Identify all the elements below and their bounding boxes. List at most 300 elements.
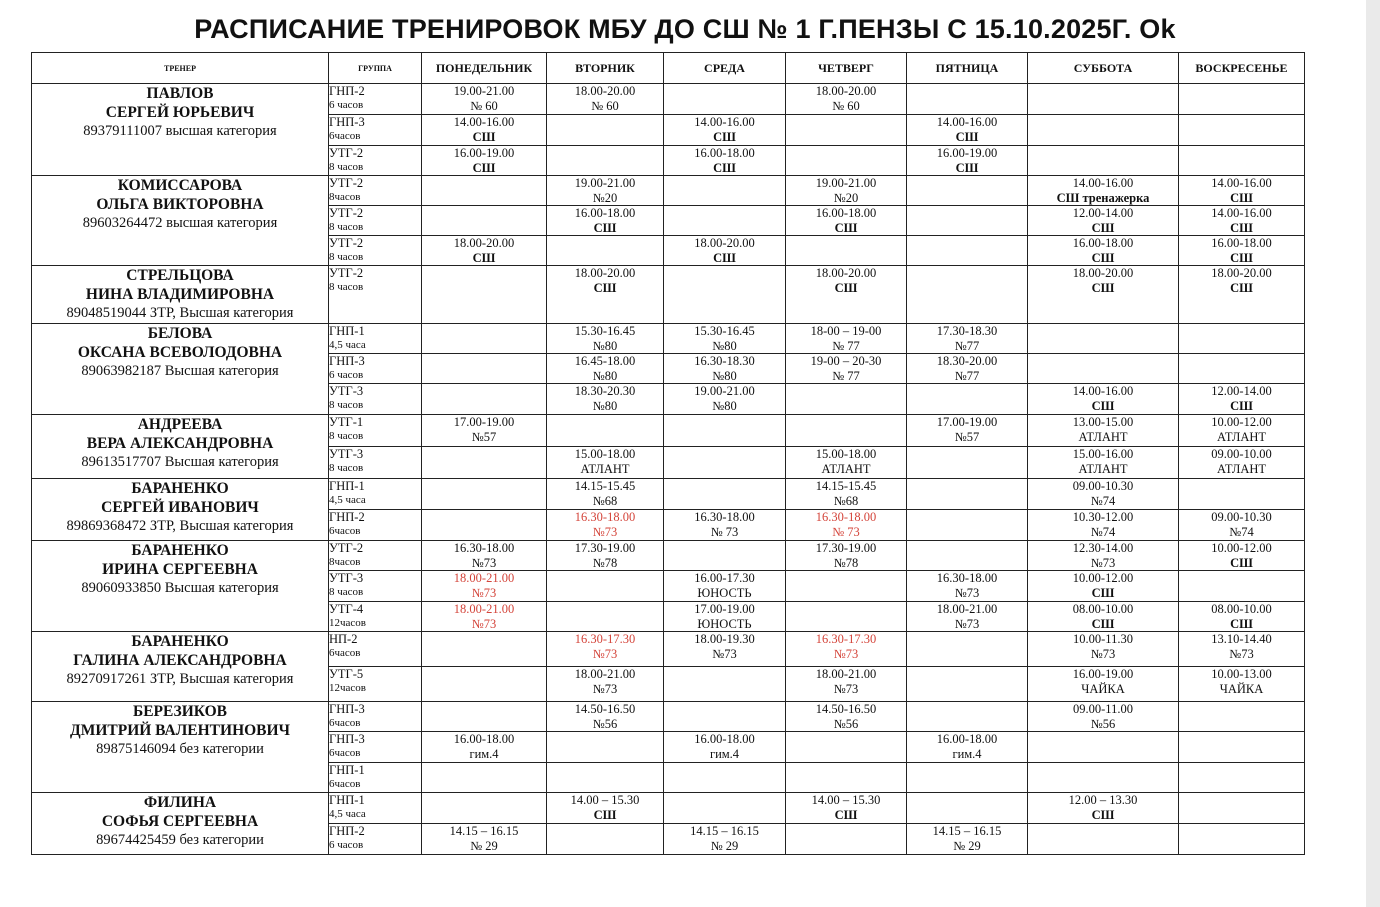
schedule-row (32, 541, 1305, 571)
session-cell (1179, 763, 1305, 793)
session-cell (1179, 266, 1305, 324)
session-cell (1179, 354, 1305, 384)
session-time: 18-00 – 19-00 (810, 324, 882, 338)
group-hours: 8 часов (329, 430, 364, 442)
session-time: 16.30-18.30 (694, 354, 755, 368)
session-cell (422, 324, 547, 354)
session-cell (422, 824, 547, 855)
session-cell (907, 447, 1028, 479)
session-cell (664, 763, 786, 793)
session-cell (547, 324, 664, 354)
schedule-row (32, 702, 1305, 732)
session-time: 16.00-18.00 (453, 732, 515, 746)
group-name: ГНП-1 (329, 793, 365, 807)
session-place: ЧАЙКА (1081, 681, 1125, 696)
session-cell (422, 415, 547, 447)
session-place: №68 (592, 493, 618, 508)
group-hours: 6часов (329, 525, 361, 537)
session-time: 18.00-19.30 (694, 632, 755, 646)
session-time: 14.00-16.00 (1072, 384, 1134, 398)
session-cell (907, 384, 1028, 415)
session-cell (1028, 702, 1179, 732)
session-cell (422, 571, 547, 602)
session-cell (786, 447, 907, 479)
viewer-edge (1366, 0, 1380, 907)
session-cell (664, 176, 786, 206)
session-place: АТЛАНТ (580, 461, 630, 476)
session-cell (786, 793, 907, 824)
session-cell (422, 510, 547, 541)
session-time: 16.00-17.30 (694, 571, 755, 585)
session-time: 08.00-10.00 (1072, 602, 1134, 616)
group-hours: 6 часов (329, 369, 364, 381)
header-row (32, 53, 1305, 84)
session-cell (1028, 324, 1179, 354)
session-cell (1028, 602, 1179, 632)
session-place: №73 (471, 585, 497, 600)
trainer-contact: 89048519044 ЗТР, Высшая категория (66, 305, 294, 321)
session-place: №73 (833, 646, 859, 661)
session-time: 17.30-18.30 (936, 324, 998, 338)
session-cell (547, 206, 664, 236)
group-cell (329, 146, 422, 176)
session-place: № 60 (832, 98, 860, 113)
session-cell (786, 763, 907, 793)
trainer-surname: БАРАНЕНКО (131, 633, 229, 650)
session-place: СШ (472, 250, 496, 265)
session-cell (1028, 176, 1179, 206)
session-place: СШ тренажерка (1056, 190, 1150, 205)
session-cell (907, 702, 1028, 732)
session-time: 16.30-18.00 (694, 510, 755, 524)
session-cell (907, 793, 1028, 824)
session-cell (786, 667, 907, 702)
session-time: 18.00-21.00 (574, 667, 636, 681)
session-time: 14.15 – 16.15 (932, 824, 1002, 838)
session-cell (1179, 510, 1305, 541)
session-cell (1028, 354, 1179, 384)
group-cell (329, 667, 422, 702)
session-place: АТЛАНТ (821, 461, 871, 476)
session-cell (422, 447, 547, 479)
group-cell (329, 415, 422, 447)
session-place: СШ (472, 160, 496, 175)
session-cell (1028, 571, 1179, 602)
session-time: 14.00-16.00 (936, 115, 998, 129)
session-time: 16.00-18.00 (936, 732, 998, 746)
session-cell (664, 793, 786, 824)
group-cell (329, 763, 422, 793)
group-cell (329, 84, 422, 115)
group-cell (329, 732, 422, 763)
session-place: №80 (592, 398, 618, 413)
group-name: УТГ-2 (329, 541, 364, 555)
session-cell (422, 354, 547, 384)
session-cell (547, 479, 664, 510)
session-time: 15.00-18.00 (815, 447, 877, 461)
header-trainer: ТРЕНЕР (32, 53, 329, 84)
session-cell (664, 415, 786, 447)
session-cell (786, 384, 907, 415)
trainer-cell (32, 541, 329, 632)
group-hours: 8 часов (329, 161, 364, 173)
session-cell (422, 632, 547, 667)
session-cell (786, 415, 907, 447)
session-cell (664, 479, 786, 510)
trainer-surname: ФИЛИНА (143, 794, 217, 811)
session-place: АТЛАНТ (1078, 461, 1128, 476)
session-time: 10.00-11.30 (1073, 632, 1133, 646)
session-time: 19-00 – 20-30 (810, 354, 882, 368)
header-day: ЧЕТВЕРГ (786, 53, 907, 84)
header-day: СРЕДА (664, 53, 786, 84)
session-cell (1179, 415, 1305, 447)
session-time: 09.00-11.00 (1073, 702, 1133, 716)
session-cell (1179, 732, 1305, 763)
session-time: 18.00-20.00 (1211, 266, 1272, 280)
session-cell (422, 206, 547, 236)
group-hours: 4,5 часа (329, 339, 366, 351)
session-time: 14.50-16.50 (815, 702, 877, 716)
session-cell (786, 632, 907, 667)
session-time: 16.30-18.00 (574, 510, 636, 524)
session-cell (1179, 206, 1305, 236)
session-time: 09.00-10.30 (1211, 510, 1272, 524)
session-place: ЮНОСТЬ (697, 585, 752, 600)
trainer-cell (32, 266, 329, 324)
group-hours: 6часов (329, 130, 361, 142)
session-place: СШ (1091, 250, 1115, 265)
session-time: 10.00-12.00 (1072, 571, 1134, 585)
session-cell (1028, 447, 1179, 479)
session-cell (664, 571, 786, 602)
session-place: СШ (834, 807, 858, 822)
session-time: 16.00-18.00 (694, 146, 755, 160)
session-cell (786, 602, 907, 632)
session-place: №73 (592, 524, 618, 539)
session-cell (422, 541, 547, 571)
session-place: СШ (1091, 220, 1115, 235)
session-time: 09.00-10.00 (1211, 447, 1272, 461)
session-cell (422, 793, 547, 824)
session-cell (1179, 541, 1305, 571)
session-cell (1179, 146, 1305, 176)
session-cell (664, 702, 786, 732)
session-place: №73 (712, 646, 737, 661)
trainer-given-names: ГАЛИНА АЛЕКСАНДРОВНА (73, 652, 287, 669)
session-place: №73 (471, 555, 497, 570)
session-cell (1179, 602, 1305, 632)
trainer-contact: 89063982187 Высшая категория (81, 363, 279, 379)
schedule-row (32, 479, 1305, 510)
session-time: 15.00-18.00 (574, 447, 636, 461)
session-place: гим.4 (469, 746, 499, 761)
session-time: 15.00-16.00 (1072, 447, 1134, 461)
session-place: СШ (593, 807, 617, 822)
session-time: 10.00-12.00 (1211, 415, 1272, 429)
session-time: 16.30-18.00 (936, 571, 998, 585)
session-place: СШ (1230, 220, 1253, 235)
schedule-row (32, 176, 1305, 206)
group-name: УТГ-2 (329, 176, 364, 190)
session-cell (907, 324, 1028, 354)
session-cell (1028, 510, 1179, 541)
group-cell (329, 793, 422, 824)
session-cell (1179, 236, 1305, 266)
group-name: УТГ-2 (329, 266, 364, 280)
trainer-surname: БАРАНЕНКО (131, 542, 229, 559)
session-cell (547, 541, 664, 571)
session-cell (1179, 702, 1305, 732)
session-place: №80 (592, 338, 618, 353)
session-place: СШ (1091, 807, 1115, 822)
session-time: 16.00-18.00 (574, 206, 636, 220)
session-place: СШ (1230, 555, 1253, 570)
session-place: СШ (1230, 616, 1253, 631)
session-place: №57 (954, 429, 980, 444)
session-cell (547, 667, 664, 702)
session-place: №77 (954, 338, 980, 353)
group-cell (329, 602, 422, 632)
trainer-contact: 89270917261 ЗТР, Высшая категория (66, 671, 294, 687)
trainer-cell (32, 84, 329, 176)
session-cell (664, 236, 786, 266)
session-cell (786, 510, 907, 541)
group-cell (329, 632, 422, 667)
session-cell (664, 510, 786, 541)
session-place: СШ (1230, 190, 1253, 205)
group-name: ГНП-3 (329, 732, 365, 746)
session-place: СШ (955, 129, 979, 144)
session-place: №56 (1090, 716, 1116, 731)
session-cell (664, 384, 786, 415)
session-cell (422, 667, 547, 702)
session-cell (1179, 176, 1305, 206)
session-place: №20 (833, 190, 859, 205)
group-hours: 4,5 часа (329, 808, 366, 820)
group-name: ГНП-1 (329, 763, 365, 777)
session-cell (547, 236, 664, 266)
session-time: 17.30-19.00 (574, 541, 636, 555)
session-cell (786, 146, 907, 176)
session-time: 18.00-20.00 (815, 266, 877, 280)
session-place: №56 (592, 716, 618, 731)
session-cell (1028, 236, 1179, 266)
session-cell (1028, 479, 1179, 510)
session-cell (547, 84, 664, 115)
session-cell (907, 354, 1028, 384)
session-time: 18.00-20.00 (1072, 266, 1134, 280)
session-cell (664, 667, 786, 702)
trainer-surname: ПАВЛОВ (146, 85, 214, 102)
group-hours: 8 часов (329, 251, 364, 263)
group-hours: 6 часов (329, 99, 364, 111)
session-time: 18.00-21.00 (936, 602, 998, 616)
session-cell (664, 632, 786, 667)
group-name: УТГ-2 (329, 206, 364, 220)
session-time: 18.00-20.00 (694, 236, 755, 250)
trainer-cell (32, 324, 329, 415)
schedule-row (32, 84, 1305, 115)
session-cell (1179, 571, 1305, 602)
session-cell (547, 447, 664, 479)
group-name: ГНП-2 (329, 510, 365, 524)
trainer-given-names: СОФЬЯ СЕРГЕЕВНА (101, 813, 259, 830)
trainer-contact: 89603264472 высшая категория (82, 215, 278, 231)
session-cell (907, 115, 1028, 146)
session-cell (664, 602, 786, 632)
session-cell (1028, 206, 1179, 236)
session-cell (907, 236, 1028, 266)
schedule-row (32, 632, 1305, 667)
session-place: № 73 (710, 524, 739, 539)
group-name: УТГ-3 (329, 384, 364, 398)
group-cell (329, 266, 422, 324)
group-cell (329, 324, 422, 354)
session-cell (1179, 324, 1305, 354)
session-cell (422, 702, 547, 732)
session-place: СШ (1230, 398, 1253, 413)
trainer-cell (32, 415, 329, 479)
session-cell (907, 667, 1028, 702)
session-time: 16.30-17.30 (815, 632, 877, 646)
trainer-contact: 89613517707 Высшая категория (81, 454, 279, 470)
group-name: УТГ-2 (329, 236, 364, 250)
session-cell (422, 763, 547, 793)
session-cell (786, 84, 907, 115)
session-place: № 77 (832, 338, 860, 353)
session-time: 19.00-21.00 (574, 176, 636, 190)
session-time: 13.10-14.40 (1211, 632, 1272, 646)
trainer-cell (32, 479, 329, 541)
group-cell (329, 702, 422, 732)
session-cell (422, 146, 547, 176)
session-place: № 29 (953, 838, 981, 853)
group-cell (329, 447, 422, 479)
session-time: 16.00-19.00 (936, 146, 998, 160)
group-name: УТГ-3 (329, 447, 364, 461)
session-place: АТЛАНТ (1216, 461, 1267, 476)
page-title: РАСПИСАНИЕ ТРЕНИРОВОК МБУ ДО СШ № 1 Г.ПЕНЗЫ С 15.10.2025Г. Ok (194, 14, 1176, 44)
session-time: 19.00-21.00 (815, 176, 877, 190)
group-hours: 8 часов (329, 462, 364, 474)
session-cell (547, 763, 664, 793)
session-time: 16.30-17.30 (574, 632, 636, 646)
session-time: 16.45-18.00 (574, 354, 636, 368)
session-cell (547, 824, 664, 855)
trainer-given-names: ДМИТРИЙ ВАЛЕНТИНОВИЧ (70, 722, 290, 739)
session-cell (547, 384, 664, 415)
schedule-body (32, 84, 1305, 855)
session-cell (422, 236, 547, 266)
session-cell (786, 824, 907, 855)
session-time: 16.00-19.00 (1072, 667, 1134, 681)
session-cell (664, 324, 786, 354)
session-place: №78 (592, 555, 618, 570)
session-place: №74 (1090, 524, 1116, 539)
session-place: АТЛАНТ (1216, 429, 1267, 444)
trainer-given-names: ОЛЬГА ВИКТОРОВНА (96, 196, 264, 213)
group-cell (329, 824, 422, 855)
header-day: ВТОРНИК (547, 53, 664, 84)
group-name: УТГ-3 (329, 571, 364, 585)
session-cell (1179, 793, 1305, 824)
session-cell (1028, 732, 1179, 763)
session-cell (547, 266, 664, 324)
session-place: СШ (713, 160, 736, 175)
session-time: 16.00-18.00 (815, 206, 877, 220)
session-time: 09.00-10.30 (1072, 479, 1134, 493)
session-place: №74 (1229, 524, 1254, 539)
session-cell (1179, 667, 1305, 702)
session-time: 14.00 – 15.30 (570, 793, 640, 807)
session-cell (1028, 84, 1179, 115)
session-cell (907, 632, 1028, 667)
session-place: гим.4 (709, 746, 740, 761)
session-cell (547, 354, 664, 384)
header-day: ВОСКРЕСЕНЬЕ (1179, 53, 1305, 84)
session-cell (664, 732, 786, 763)
session-place: №80 (712, 338, 737, 353)
trainer-surname: БЕРЕЗИКОВ (132, 703, 228, 720)
session-time: 16.30-18.00 (815, 510, 877, 524)
session-time: 18.00-20.00 (574, 84, 636, 98)
trainer-contact: 89674425459 без категории (96, 832, 264, 848)
session-cell (664, 447, 786, 479)
trainer-contact: 89379111007 высшая категория (83, 123, 277, 139)
session-place: СШ (1091, 585, 1115, 600)
header-day: ПОНЕДЕЛЬНИК (422, 53, 547, 84)
session-place: СШ (834, 280, 858, 295)
session-cell (786, 732, 907, 763)
session-place: №68 (833, 493, 859, 508)
session-cell (547, 632, 664, 667)
session-time: 14.50-16.50 (574, 702, 636, 716)
session-cell (907, 602, 1028, 632)
session-cell (1179, 479, 1305, 510)
session-place: №73 (592, 681, 618, 696)
group-cell (329, 354, 422, 384)
session-cell (786, 324, 907, 354)
trainer-surname: БЕЛОВА (147, 325, 213, 342)
session-time: 14.15-15.45 (574, 479, 636, 493)
session-place: №80 (712, 398, 737, 413)
session-place: № 29 (710, 838, 739, 853)
session-place: №74 (1090, 493, 1116, 508)
group-hours: 6часов (329, 778, 361, 790)
session-place: СШ (1230, 280, 1253, 295)
trainer-cell (32, 176, 329, 266)
session-cell (1179, 84, 1305, 115)
session-cell (422, 176, 547, 206)
session-place: СШ (713, 250, 736, 265)
group-name: ГНП-2 (329, 84, 365, 98)
session-cell (786, 266, 907, 324)
session-cell (547, 571, 664, 602)
session-cell (1028, 793, 1179, 824)
session-cell (907, 824, 1028, 855)
trainer-given-names: СЕРГЕЙ ИВАНОВИЧ (101, 499, 259, 516)
trainer-surname: АНДРЕЕВА (137, 416, 223, 433)
session-cell (1179, 384, 1305, 415)
trainer-given-names: НИНА ВЛАДИМИРОВНА (85, 286, 275, 303)
session-cell (547, 510, 664, 541)
trainer-given-names: СЕРГЕЙ ЮРЬЕВИЧ (105, 104, 255, 121)
header-group: ГРУППА (329, 53, 422, 84)
session-cell (547, 146, 664, 176)
group-name: ГНП-1 (329, 324, 365, 338)
session-time: 16.00-18.00 (1072, 236, 1134, 250)
